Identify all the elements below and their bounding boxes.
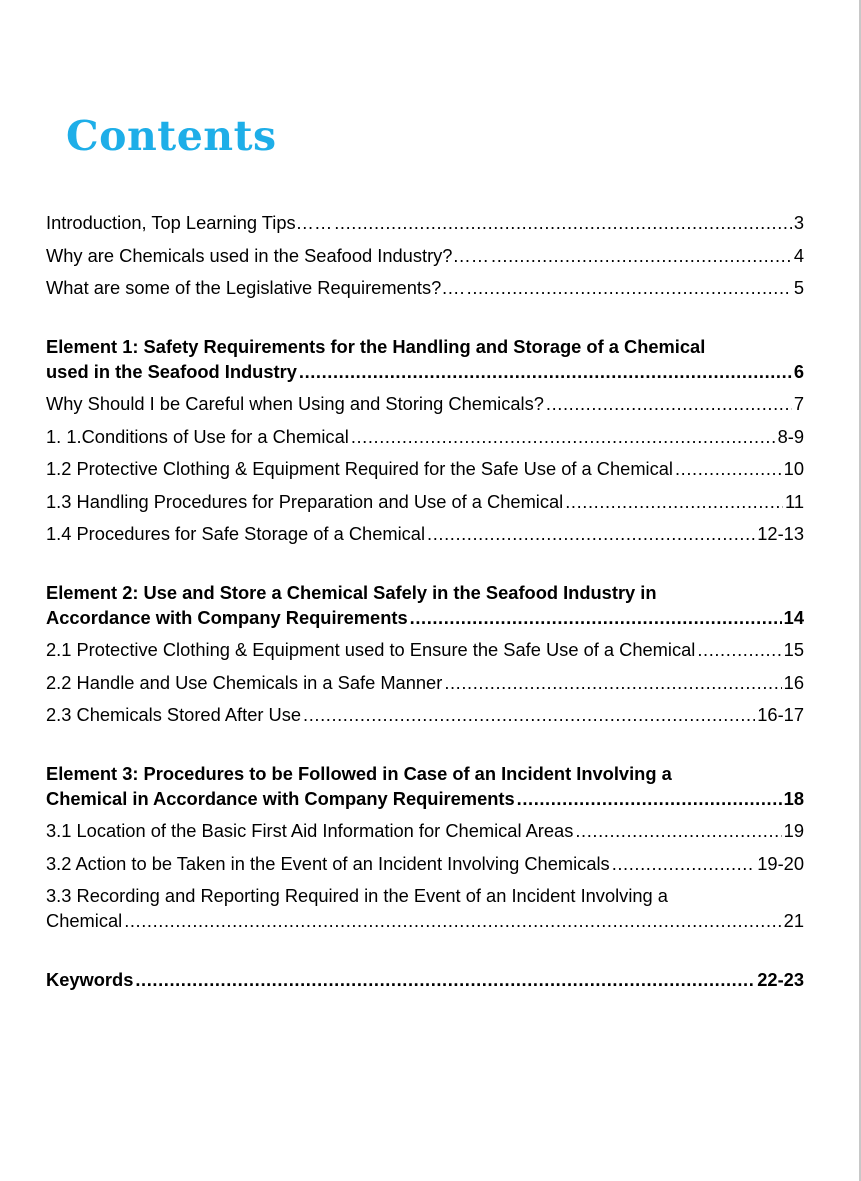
toc-page-number: 7 [793, 393, 804, 414]
dot-leader [410, 605, 782, 630]
dot-leader [427, 521, 755, 546]
dot-leader [565, 489, 783, 514]
toc-label: Keywords [46, 968, 134, 990]
toc-page-number: 14 [783, 606, 804, 628]
toc-label: Introduction, Top Learning Tips…… [46, 212, 333, 233]
toc-label: Chemical [46, 910, 123, 931]
toc-label: Accordance with Company Requirements [46, 606, 408, 628]
toc-label: Element 2: Use and Store a Chemical Safely in the Seafood Industry in [46, 581, 657, 603]
toc-page-number: 18 [783, 787, 804, 809]
dot-leader [334, 210, 792, 235]
toc-page-number: 8-9 [777, 425, 804, 447]
toc-entry[interactable] [46, 521, 804, 546]
dot-leader [135, 967, 755, 992]
dot-leader [124, 908, 781, 933]
toc-page-number: 19 [783, 820, 804, 841]
toc-page-number: 3 [793, 212, 804, 233]
toc-element-2-heading[interactable] [46, 580, 804, 630]
toc-label: 3.2 Action to be Taken in the Event of an Incident Involving Chemicals [46, 852, 610, 874]
dot-leader [351, 424, 776, 449]
toc-page-number: 11 [785, 490, 804, 512]
dot-leader [675, 456, 782, 481]
toc-label: Why are Chemicals used in the Seafood Industry?…… [46, 244, 490, 266]
toc-label: 1.4 Procedures for Safe Storage of a Chemical [46, 523, 426, 544]
dot-leader [491, 243, 792, 268]
toc-page-number: 16-17 [757, 704, 804, 725]
toc-page-number: 15 [783, 639, 804, 660]
toc-entry[interactable] [46, 424, 804, 449]
dot-leader [575, 818, 781, 843]
toc-entry[interactable] [46, 391, 804, 416]
toc-label: 2.3 Chemicals Stored After Use [46, 704, 302, 725]
toc-page-number: 22-23 [757, 968, 804, 990]
toc-entry-legislative[interactable] [46, 275, 804, 300]
toc-entry[interactable] [46, 637, 804, 662]
toc-label: used in the Seafood Industry [46, 360, 297, 382]
toc-entry[interactable] [46, 818, 804, 843]
toc-page-number: 12-13 [757, 523, 804, 544]
dot-leader [444, 670, 781, 695]
toc-element-1-heading[interactable] [46, 334, 804, 384]
dot-leader [303, 702, 755, 727]
dot-leader [517, 786, 782, 811]
toc-page-number: 21 [783, 910, 804, 931]
table-of-contents [46, 210, 804, 999]
toc-page-number: 16 [783, 671, 804, 693]
dot-leader [546, 391, 792, 416]
toc-page-number: 6 [793, 360, 804, 382]
toc-label: Chemical in Accordance with Company Requirements [46, 787, 515, 809]
toc-label: 2.2 Handle and Use Chemicals in a Safe Manner [46, 671, 443, 693]
toc-entry[interactable] [46, 883, 804, 933]
toc-entry[interactable] [46, 456, 804, 481]
dot-leader [697, 637, 781, 662]
toc-page-number: 4 [793, 244, 804, 266]
toc-element-3-heading[interactable] [46, 761, 804, 811]
toc-label: What are some of the Legislative Requirements?…. [46, 277, 465, 298]
toc-label: 1.2 Protective Clothing & Equipment Required for the Safe Use of a Chemical [46, 458, 673, 479]
toc-page-number: 10 [783, 458, 804, 479]
toc-label: 1.3 Handling Procedures for Preparation and Use of a Chemical [46, 490, 564, 512]
dot-leader [612, 851, 756, 876]
toc-label: Element 3: Procedures to be Followed in Case of an Incident Involving a [46, 762, 672, 784]
page-title: Contents [66, 112, 277, 160]
toc-entry[interactable] [46, 702, 804, 727]
toc-label: 3.1 Location of the Basic First Aid Information for Chemical Areas [46, 820, 574, 841]
toc-label: 2.1 Protective Clothing & Equipment used to Ensure the Safe Use of a Chemical [46, 639, 696, 660]
dot-leader [299, 359, 792, 384]
toc-entry[interactable] [46, 851, 804, 876]
toc-entry-why-chemicals[interactable] [46, 243, 804, 268]
toc-entry[interactable] [46, 670, 804, 695]
toc-label: 1. 1.Conditions of Use for a Chemical [46, 425, 349, 447]
toc-entry-introduction[interactable] [46, 210, 804, 235]
toc-entry-keywords[interactable] [46, 967, 804, 992]
toc-page-number: 19-20 [757, 852, 804, 874]
dot-leader [467, 275, 792, 300]
toc-page-number: 5 [793, 277, 804, 298]
toc-label: Element 1: Safety Requirements for the Handling and Storage of a Chemical [46, 335, 706, 357]
toc-entry[interactable] [46, 489, 804, 514]
toc-label: 3.3 Recording and Reporting Required in the Event of an Incident Involving a [46, 885, 668, 906]
toc-label: Why Should I be Careful when Using and Storing Chemicals? [46, 393, 544, 414]
